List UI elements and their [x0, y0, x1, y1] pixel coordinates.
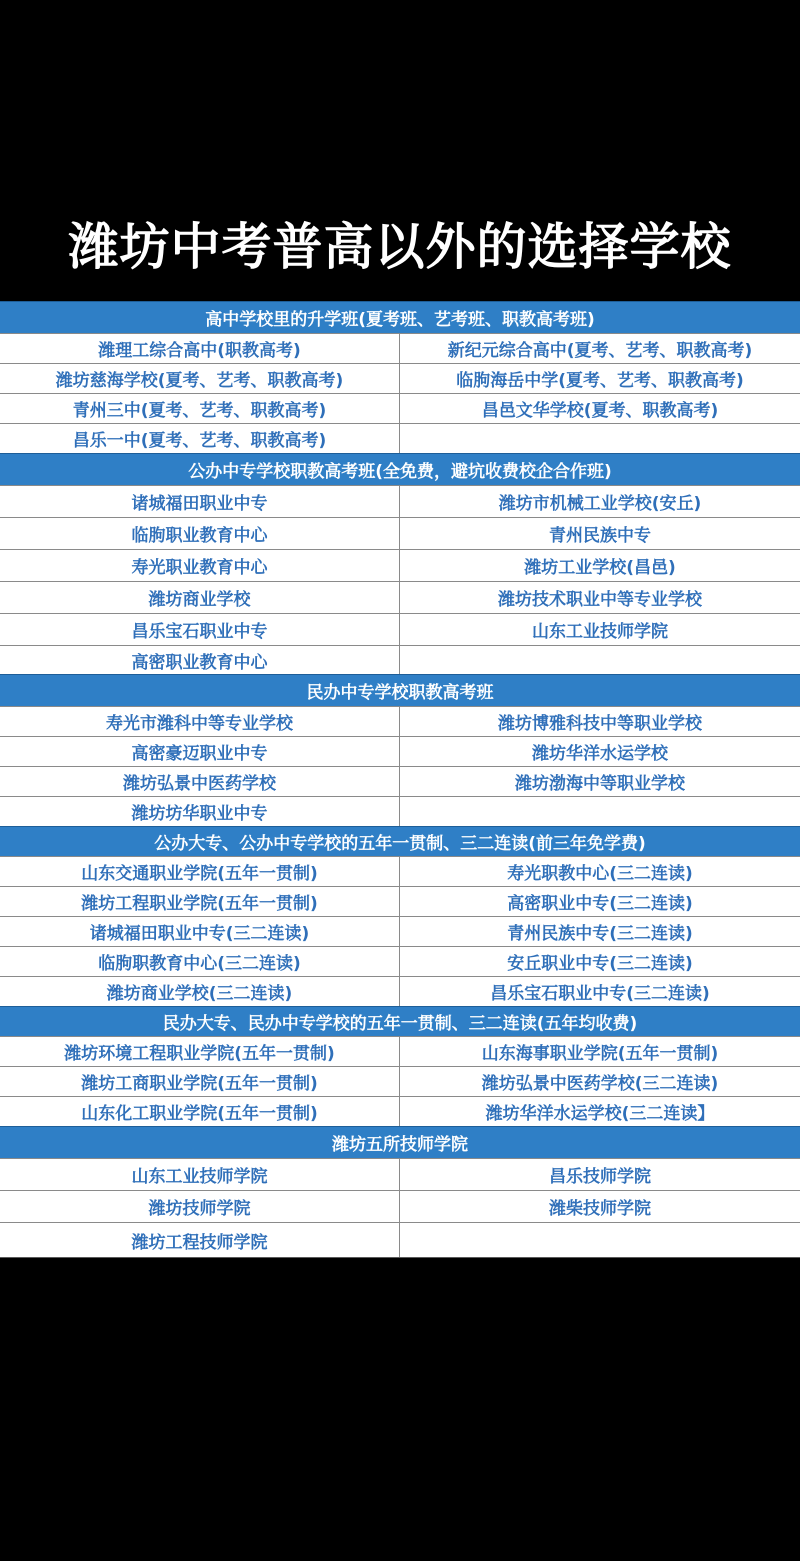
school-cell-left: 临朐职业教育中心 — [0, 518, 400, 549]
school-cell-right: 新纪元综合高中(夏考、艺考、职教高考) — [447, 341, 753, 361]
section-header: 潍坊五所技师学院 — [0, 1126, 800, 1158]
school-cell-left: 临朐职教育中心(三二连读) — [0, 947, 400, 976]
school-cell-right: 昌邑文华学校(夏考、职教高考) — [481, 401, 719, 421]
table-row — [0, 1190, 800, 1222]
table-row — [0, 856, 800, 886]
school-section — [0, 301, 800, 453]
school-cell-left: 潍坊环境工程职业学院(五年一贯制) — [0, 1037, 400, 1066]
school-cell-right: 山东海事职业学院(五年一贯制) — [481, 1044, 719, 1064]
school-cell-right: 寿光职教中心(三二连读) — [507, 864, 693, 884]
school-cell-right: 昌乐技师学院 — [549, 1167, 651, 1187]
table-row — [0, 886, 800, 916]
school-cell-right: 青州民族中专(三二连读) — [507, 924, 693, 944]
table-row — [0, 393, 800, 423]
school-cell-right: 潍坊渤海中等职业学校 — [515, 774, 685, 794]
table-row — [0, 485, 800, 517]
table-row — [0, 946, 800, 976]
school-cell-right: 潍坊华洋水运学校 — [532, 744, 668, 764]
table-row — [0, 549, 800, 581]
table-row — [0, 333, 800, 363]
school-cell-left: 潍坊商业学校(三二连读) — [0, 977, 400, 1006]
school-cell-left: 山东化工职业学院(五年一贯制) — [0, 1097, 400, 1126]
school-section — [0, 1006, 800, 1126]
table-row — [0, 1096, 800, 1126]
table-row — [0, 976, 800, 1006]
table-row — [0, 581, 800, 613]
school-cell-left: 潍坊商业学校 — [0, 582, 400, 613]
table-row — [0, 423, 800, 453]
table-row — [0, 613, 800, 645]
school-cell-right — [400, 797, 800, 826]
school-section — [0, 674, 800, 826]
section-header: 高中学校里的升学班(夏考班、艺考班、职教高考班) — [0, 301, 800, 333]
school-cell-right: 潍坊工业学校(昌邑) — [524, 558, 676, 578]
school-cell-right: 潍坊技术职业中等专业学校 — [498, 590, 702, 610]
table-row — [0, 517, 800, 549]
school-section — [0, 453, 800, 674]
school-cell-left: 潍坊工商职业学院(五年一贯制) — [0, 1067, 400, 1096]
school-cell-right: 潍坊博雅科技中等职业学校 — [498, 714, 702, 734]
table-row — [0, 1036, 800, 1066]
table-row — [0, 916, 800, 946]
school-cell-left: 潍坊弘景中医药学校 — [0, 767, 400, 796]
school-cell-right: 潍坊市机械工业学校(安丘) — [498, 494, 702, 514]
school-cell-left: 潍理工综合高中(职教高考) — [0, 334, 400, 363]
table-row — [0, 736, 800, 766]
school-cell-left: 昌乐一中(夏考、艺考、职教高考) — [0, 424, 400, 453]
school-cell-right — [400, 1223, 800, 1257]
school-cell-left: 寿光职业教育中心 — [0, 550, 400, 581]
table-row — [0, 1222, 800, 1257]
table-row — [0, 766, 800, 796]
school-cell-left: 潍坊工程职业学院(五年一贯制) — [0, 887, 400, 916]
school-cell-left: 山东交通职业学院(五年一贯制) — [0, 857, 400, 886]
school-section — [0, 1126, 800, 1257]
school-cell-left: 山东工业技师学院 — [0, 1159, 400, 1190]
school-cell-right: 青州民族中专 — [549, 526, 651, 546]
table-row — [0, 1158, 800, 1190]
school-cell-right: 安丘职业中专(三二连读) — [507, 954, 693, 974]
school-cell-left: 高密豪迈职业中专 — [0, 737, 400, 766]
school-cell-left: 高密职业教育中心 — [0, 646, 400, 674]
school-table — [0, 301, 800, 1258]
section-header: 公办大专、公办中专学校的五年一贯制、三二连读(前三年免学费) — [0, 826, 800, 856]
school-cell-left: 潍坊坊华职业中专 — [0, 797, 400, 826]
school-cell-left: 诸城福田职业中专(三二连读) — [0, 917, 400, 946]
school-cell-right: 潍坊华洋水运学校(三二连读】 — [485, 1104, 715, 1124]
section-header: 民办大专、民办中专学校的五年一贯制、三二连读(五年均收费) — [0, 1006, 800, 1036]
school-cell-right — [400, 424, 800, 453]
school-cell-left: 潍坊慈海学校(夏考、艺考、职教高考) — [0, 364, 400, 393]
school-cell-right: 临朐海岳中学(夏考、艺考、职教高考) — [456, 371, 744, 391]
school-cell-right: 潍坊弘景中医药学校(三二连读) — [481, 1074, 719, 1094]
school-cell-left: 昌乐宝石职业中专 — [0, 614, 400, 645]
section-header: 民办中专学校职教高考班 — [0, 674, 800, 706]
school-cell-left: 寿光市潍科中等专业学校 — [0, 707, 400, 736]
school-cell-right: 昌乐宝石职业中专(三二连读) — [490, 984, 710, 1004]
school-cell-left: 潍坊工程技师学院 — [0, 1223, 400, 1257]
table-row — [0, 1066, 800, 1096]
table-row — [0, 645, 800, 674]
table-row — [0, 363, 800, 393]
school-section — [0, 826, 800, 1006]
school-cell-right: 山东工业技师学院 — [532, 622, 668, 642]
school-cell-right — [400, 646, 800, 674]
school-cell-left: 潍坊技师学院 — [0, 1191, 400, 1222]
school-cell-right: 高密职业中专(三二连读) — [507, 894, 693, 914]
page-title: 潍坊中考普高以外的选择学校 — [68, 218, 732, 276]
table-row — [0, 706, 800, 736]
school-cell-left: 青州三中(夏考、艺考、职教高考) — [0, 394, 400, 423]
table-row — [0, 796, 800, 826]
school-cell-left: 诸城福田职业中专 — [0, 486, 400, 517]
section-header: 公办中专学校职教高考班(全免费，避坑收费校企合作班) — [0, 453, 800, 485]
school-cell-right: 潍柴技师学院 — [549, 1199, 651, 1219]
